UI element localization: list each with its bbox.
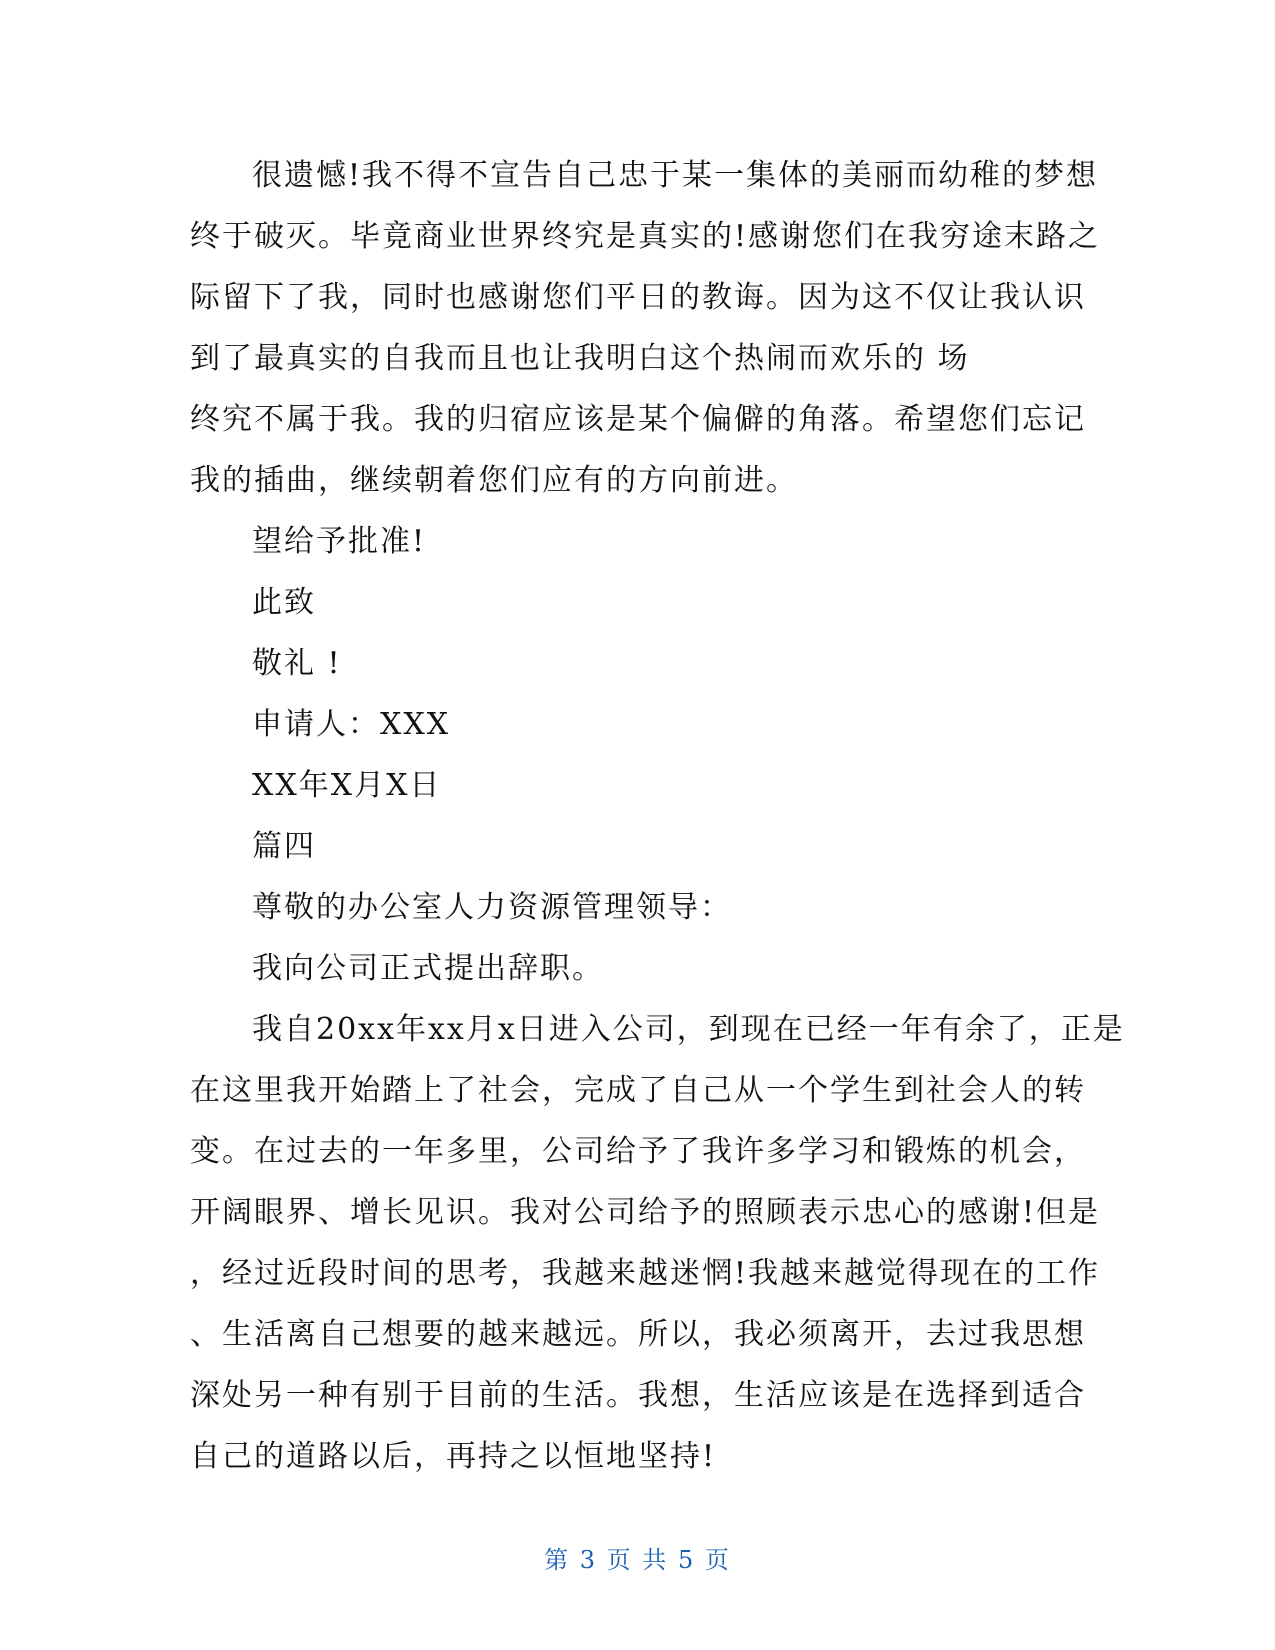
paragraph-line: 变。在过去的一年多里，公司给予了我许多学习和锻炼的机会， (190, 1134, 1086, 1169)
section-heading: 篇四 (252, 829, 316, 864)
paragraph-line: 终于破灭。毕竟商业世界终究是真实的!感谢您们在我穷途末路之 (190, 219, 1101, 254)
paragraph-line: 开阔眼界、增长见识。我对公司给予的照顾表示忠心的感谢!但是 (190, 1195, 1101, 1230)
paragraph-line: 际留下了我，同时也感谢您们平日的教诲。因为这不仅让我认识 (190, 280, 1086, 315)
applicant-name: 申请人：XXX (252, 707, 451, 742)
paragraph-line: 、生活离自己想要的越来越远。所以，我必须离开，去过我思想 (190, 1317, 1086, 1352)
paragraph-line: 深处另一种有别于目前的生活。我想，生活应该是在选择到适合 (190, 1378, 1086, 1413)
paragraph-line: 终究不属于我。我的归宿应该是某个偏僻的角落。希望您们忘记 (190, 402, 1086, 437)
letter-date: XX年X月X日 (252, 768, 442, 803)
paragraph-line: 我自20xx年xx月x日进入公司，到现在已经一年有余了，正是 (252, 1012, 1125, 1047)
letter-greeting: 尊敬的办公室人力资源管理领导： (252, 890, 732, 925)
paragraph-line: 很遗憾!我不得不宣告自己忠于某一集体的美丽而幼稚的梦想 (252, 158, 1099, 193)
closing-salutation: 此致 (252, 585, 316, 620)
approval-request: 望给予批准! (252, 524, 427, 559)
paragraph-line: 在这里我开始踏上了社会，完成了自己从一个学生到社会人的转 (190, 1073, 1086, 1108)
paragraph-line: ，经过近段时间的思考，我越来越迷惘!我越来越觉得现在的工作 (190, 1256, 1101, 1291)
document-body (190, 145, 1125, 1487)
page-number-footer: 第 3 页 共 5 页 (544, 1546, 731, 1574)
paragraph-line: 我的插曲，继续朝着您们应有的方向前进。 (190, 463, 798, 498)
paragraph-line: 我向公司正式提出辞职。 (252, 951, 604, 986)
paragraph-line: 自己的道路以后，再持之以恒地坚持! (190, 1439, 717, 1474)
paragraph-line: 到了最真实的自我而且也让我明白这个热闹而欢乐的 场 (190, 341, 970, 376)
closing-regards: 敬礼 ! (252, 646, 342, 681)
